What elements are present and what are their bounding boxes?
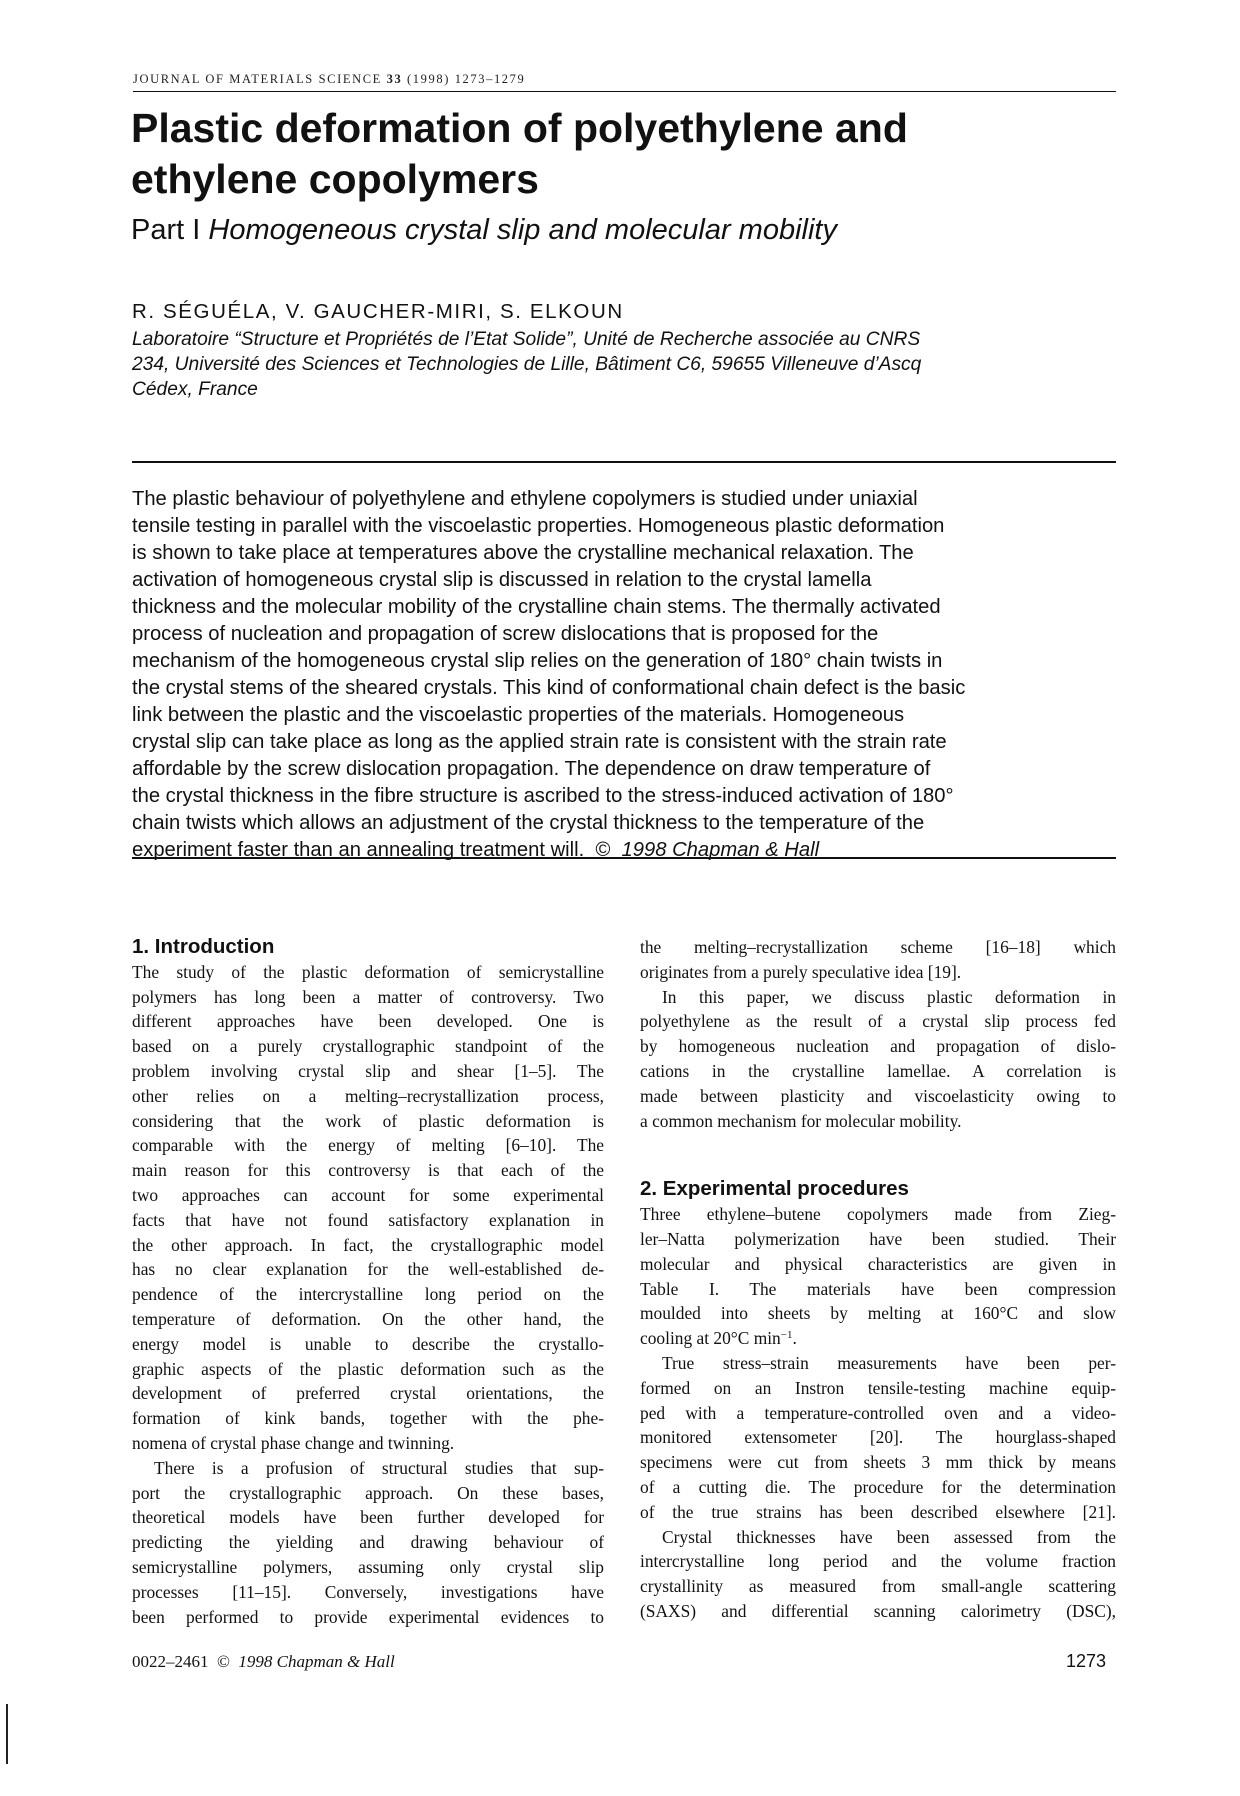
body-line: ped with a temperature-controlled oven and a video- — [640, 1402, 1116, 1423]
body-line: other relies on a melting–recrystallization process, — [132, 1085, 604, 1106]
body-line: made between plasticity and viscoelasticity owing to — [640, 1085, 1116, 1106]
body-line: by homogeneous nucleation and propagation of dislo- — [640, 1036, 1116, 1057]
title-line-1: Plastic deformation of polyethylene and — [131, 105, 908, 151]
body-line: True stress–strain measurements have been per- — [662, 1352, 1116, 1373]
abstract-last-text: experiment faster than an annealing treatment will. — [132, 839, 585, 861]
body-line: different approaches have been developed. One is — [132, 1011, 604, 1032]
body-line: problem involving crystal slip and shear [1–5]. The — [132, 1060, 604, 1081]
body-line: of the true strains has been described elsewhere [21]. — [640, 1501, 1116, 1522]
body-line: formation of kink bands, together with the phe- — [132, 1408, 604, 1429]
paper-title — [131, 103, 1121, 205]
abstract-bottom-rule — [132, 857, 1116, 859]
body-line: molecular and physical characteristics are given in — [640, 1253, 1116, 1274]
body-line: been performed to provide experimental evidences to — [132, 1606, 604, 1627]
journal-volume: 33 — [386, 72, 403, 86]
abstract-line: is shown to take place at temperatures above the crystalline mechanical relaxation. The — [132, 542, 914, 564]
abstract-last-line — [132, 837, 1122, 864]
right-column — [640, 935, 1116, 1624]
body-line: semicrystalline polymers, assuming only crystal slip — [132, 1556, 604, 1577]
journal-year-pages: (1998) 1273–1279 — [407, 72, 526, 86]
abstract-line: thickness and the molecular mobility of the crystalline chain stems. The thermally activated — [132, 596, 941, 618]
author-list: R. SÉGUÉLA, V. GAUCHER-MIRI, S. ELKOUN — [132, 300, 624, 323]
section-heading-experimental: 2. Experimental procedures — [640, 1177, 909, 1201]
cooling-end: . — [792, 1328, 797, 1349]
abstract-line: the crystal stems of the sheared crystals. This kind of conformational chain defect is the basic — [132, 677, 966, 699]
body-line: nomena of crystal phase change and twinning. — [132, 1432, 455, 1453]
body-line: based on a purely crystallographic standpoint of the — [132, 1036, 604, 1057]
footer-issn-copyright — [132, 1652, 395, 1672]
body-line: intercrystalline long period and the volume fraction — [640, 1551, 1116, 1572]
body-line: originates from a purely speculative idea [19]. — [640, 961, 962, 982]
affiliation-line: Laboratoire “Structure et Propriétés de l’Etat Solide”, Unité de Recherche associée au CNRS — [132, 329, 921, 350]
body-line: (SAXS) and differential scanning calorimetry (DSC), — [640, 1600, 1116, 1621]
abstract-line: The plastic behaviour of polyethylene and ethylene copolymers is studied under uniaxial — [132, 488, 918, 510]
title-line-2: ethylene copolymers — [131, 156, 539, 202]
body-line: energy model is unable to describe the crystallo- — [132, 1333, 604, 1354]
abstract-top-rule — [132, 461, 1116, 463]
affiliation — [132, 327, 1122, 402]
abstract-line: link between the plastic and the viscoelastic properties of the materials. Homogeneous — [132, 704, 905, 726]
body-line: temperature of deformation. On the other hand, the — [132, 1308, 604, 1329]
body-line: predicting the yielding and drawing behaviour of — [132, 1532, 604, 1553]
abstract-line: chain twists which allows an adjustment of the crystal thickness to the temperature of the — [132, 812, 925, 834]
body-line: Table I. The materials have been compression — [640, 1278, 1116, 1299]
body-line: formed on an Instron tensile-testing machine equip- — [640, 1377, 1116, 1398]
body-line: moulded into sheets by melting at 160°C and slow — [640, 1303, 1116, 1324]
abstract-line: activation of homogeneous crystal slip is discussed in relation to the crystal lamella — [132, 569, 872, 591]
body-line: port the crystallographic approach. On these bases, — [132, 1482, 604, 1503]
page-number: 1273 — [1066, 1651, 1107, 1671]
body-line: a common mechanism for molecular mobility. — [640, 1110, 962, 1131]
abstract-line: mechanism of the homogeneous crystal slip relies on the generation of 180° chain twists in — [132, 650, 943, 672]
footer-issn: 0022–2461 — [132, 1652, 209, 1671]
body-line: ler–Natta polymerization have been studied. Their — [640, 1228, 1116, 1249]
body-line: graphic aspects of the plastic deformation such as the — [132, 1358, 604, 1379]
body-line: In this paper, we discuss plastic deformation in — [662, 986, 1116, 1007]
section-heading-introduction: 1. Introduction — [132, 935, 275, 958]
body-line: facts that have not found satisfactory explanation in — [132, 1209, 604, 1230]
journal-name: JOURNAL OF MATERIALS SCIENCE — [133, 72, 382, 86]
body-line: the other approach. In fact, the crystallographic model — [132, 1234, 604, 1255]
cooling-text: cooling at 20°C min — [640, 1328, 781, 1349]
abstract-line: process of nucleation and propagation of screw dislocations that is proposed for the — [132, 623, 879, 645]
journal-header — [133, 72, 1116, 92]
body-line: pendence of the intercrystalline long period on the — [132, 1284, 604, 1305]
abstract-line: crystal slip can take place as long as the applied strain rate is consistent with the strain rate — [132, 731, 947, 753]
footer-copyright: 1998 Chapman & Hall — [238, 1652, 395, 1671]
body-line: considering that the work of plastic deformation is — [132, 1110, 604, 1131]
section-gap — [640, 1133, 1116, 1177]
body-line: polymers has long been a matter of controversy. Two — [132, 986, 604, 1007]
body-line: Three ethylene–butene copolymers made from Zieg- — [640, 1204, 1116, 1225]
part-label: Part I — [131, 214, 201, 246]
part-title: Homogeneous crystal slip and molecular mobility — [208, 214, 837, 246]
abstract-line: tensile testing in parallel with the viscoelastic properties. Homogeneous plastic deformation — [132, 515, 945, 537]
affiliation-line: Cédex, France — [132, 379, 258, 400]
scan-margin-mark — [6, 1704, 8, 1764]
abstract-line: the crystal thickness in the fibre structure is ascribed to the stress-induced activation of 180° — [132, 785, 954, 807]
paper-subtitle — [131, 212, 1121, 248]
body-line-cooling — [640, 1326, 1116, 1351]
cooling-exponent: −1 — [780, 1329, 793, 1342]
body-line: Crystal thicknesses have been assessed from the — [662, 1526, 1116, 1547]
body-line: processes [11–15]. Conversely, investigations have — [132, 1581, 604, 1602]
body-line: comparable with the energy of melting [6–10]. The — [132, 1135, 604, 1156]
body-line: of a cutting die. The procedure for the determination — [640, 1476, 1116, 1497]
body-line: monitored extensometer [20]. The hourglass-shaped — [640, 1427, 1116, 1448]
abstract-copyright: 1998 Chapman & Hall — [621, 839, 820, 861]
body-line: polyethylene as the result of a crystal slip process fed — [640, 1011, 1116, 1032]
body-line: theoretical models have been further developed for — [132, 1507, 604, 1528]
copyright-icon: © — [595, 839, 611, 861]
body-line: main reason for this controversy is that each of the — [132, 1160, 604, 1181]
body-line: cations in the crystalline lamellae. A correlation is — [640, 1060, 1116, 1081]
body-line: crystallinity as measured from small-angle scattering — [640, 1576, 1116, 1597]
affiliation-line: 234, Université des Sciences et Technologies de Lille, Bâtiment C6, 59655 Villeneuve d’Ascq — [132, 354, 922, 375]
body-line: specimens were cut from sheets 3 mm thick by means — [640, 1452, 1116, 1473]
body-line: The study of the plastic deformation of semicrystalline — [132, 961, 604, 982]
body-line: development of preferred crystal orientations, the — [132, 1383, 604, 1404]
body-line: There is a profusion of structural studies that sup- — [154, 1457, 604, 1478]
body-line: has no clear explanation for the well-established de- — [132, 1259, 604, 1280]
copyright-icon: © — [217, 1652, 230, 1671]
body-line: two approaches can account for some experimental — [132, 1184, 604, 1205]
left-column — [132, 935, 604, 1629]
abstract — [132, 486, 1122, 864]
body-line: the melting–recrystallization scheme [16–18] which — [640, 937, 1116, 957]
abstract-line: affordable by the screw dislocation propagation. The dependence on draw temperature of — [132, 758, 931, 780]
